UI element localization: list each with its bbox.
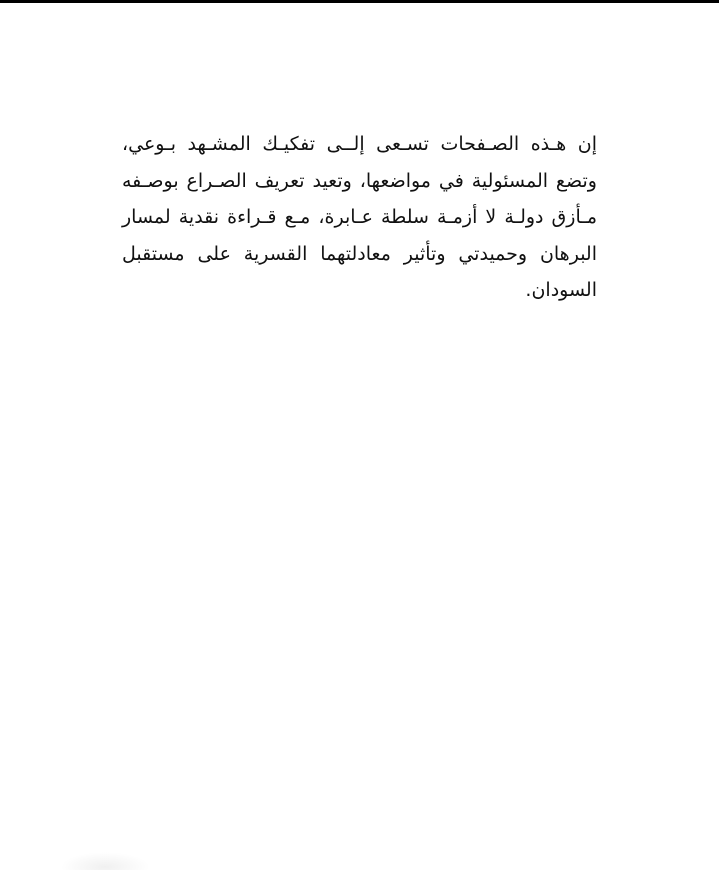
top-border <box>0 0 719 3</box>
body-paragraph: إن هـذه الصـفحات تسـعى إلــى تفكيـك المشـهد بـوعي، وتضع المسئولية في مواضعها، وتعيد تعريف الصـراع بوصـفه مـأزق دولـة لا أزمـة سلطة عـابرة، مـع قـراءة نقدية لمسار البرهان وحميدتي وتأثير معادلتهما القسرية على مستقبل السودان. <box>122 133 597 301</box>
page-shadow <box>60 852 150 870</box>
